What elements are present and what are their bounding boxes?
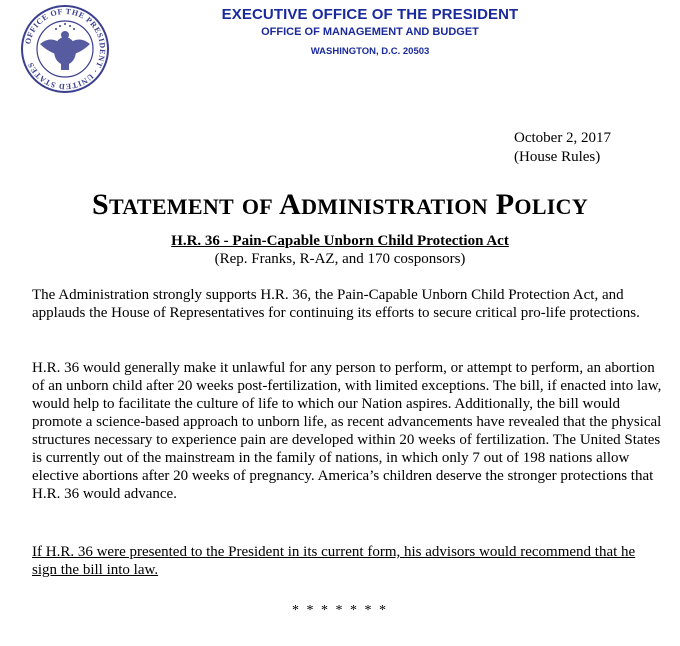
bill-heading — [0, 232, 680, 268]
title-word-of: OF — [241, 194, 273, 219]
presidential-seal — [20, 4, 110, 94]
title-word-statement: TATEMENT — [108, 194, 234, 219]
title-initial-p: P — [495, 188, 515, 221]
letterhead-executive-office: EXECUTIVE OFFICE OF THE PRESIDENT — [221, 6, 519, 23]
paragraph-details: H.R. 36 would generally make it unlawful for any person to perform, or attempt to perform, an abortion of an unborn child after 20 weeks post-fertilization, with limited exceptions. The bill, if enacted into law, would help to facilitate the culture of life to which our Nation aspires. Additionally, the bill would promote a science-based approach to unborn life, as recent advancements have revealed that the physical structures necessary to experience pain are developed within 20 weeks of fertilization. The United States is currently out of the mainstream in the family of nations, in which only 7 out of 198 nations allow elective abortions after 20 weeks of pregnancy. America’s children deserve the stronger protections that H.R. 36 would advance. — [32, 360, 662, 502]
title-initial-a: A — [279, 188, 302, 221]
document-date: October 2, 2017 — [514, 130, 612, 146]
title-word-administration: DMINISTRATION — [301, 194, 488, 219]
date-block — [514, 129, 611, 167]
paragraph-recommendation: If H.R. 36 were presented to the President in its current form, his advisors would recommend that he sign the bill into law. — [32, 544, 636, 578]
bill-title: H.R. 36 - Pain-Capable Unborn Child Protection Act — [171, 233, 509, 249]
title-word-policy: OLICY — [514, 194, 589, 219]
footer-stars: * * * * * * * — [292, 603, 388, 618]
seal-text: OFFICE OF THE PRESIDENT · UNITED STATES — [23, 6, 108, 92]
title-initial-s: S — [91, 188, 109, 221]
page-title — [0, 188, 680, 222]
house-rules-note: (House Rules) — [514, 149, 601, 165]
letterhead-address: WASHINGTON, D.C. 20503 — [310, 46, 430, 57]
letterhead-omb: OFFICE OF MANAGEMENT AND BUDGET — [261, 26, 479, 38]
bill-sponsors: (Rep. Franks, R-AZ, and 170 cosponsors) — [214, 251, 466, 267]
paragraph-support: The Administration strongly supports H.R. 36, the Pain-Capable Unborn Child Protection Act, and applauds the House of Representatives for continuing its efforts to secure critical pro-life protections. — [32, 287, 640, 321]
